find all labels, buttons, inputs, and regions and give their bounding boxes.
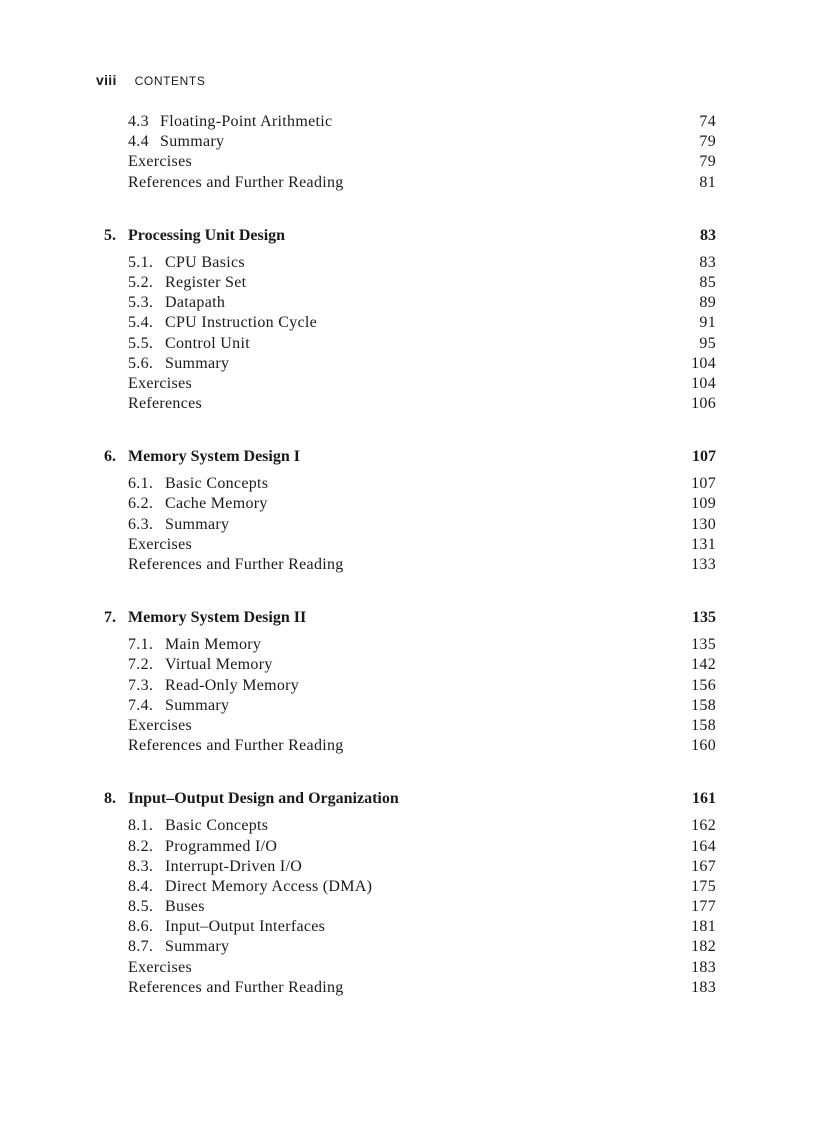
section-title: Read-Only Memory <box>165 676 300 694</box>
toc-entry[interactable] <box>104 917 716 937</box>
toc-entry-label <box>128 112 332 132</box>
running-head-title: CONTENTS <box>134 74 206 88</box>
toc-entry-label <box>128 816 268 836</box>
chapter-label <box>104 444 300 470</box>
section-number: 8.6. <box>128 918 154 936</box>
toc-entry[interactable] <box>104 555 716 575</box>
toc-entry-label <box>128 273 246 293</box>
chapter-title: Memory System Design I <box>128 448 300 466</box>
toc-entry-label <box>128 374 192 394</box>
page-number: 177 <box>691 898 716 916</box>
chapter-label <box>104 605 306 631</box>
section-title: Control Unit <box>165 334 250 352</box>
section-number: 7.1. <box>128 636 154 654</box>
section-title: Direct Memory Access (DMA) <box>165 877 373 895</box>
section-title: Buses <box>165 898 205 916</box>
toc-entry[interactable] <box>104 897 716 917</box>
section-number: 5.1. <box>128 253 154 271</box>
page-number: 183 <box>691 978 716 996</box>
section-number: 6.2. <box>128 495 154 513</box>
chapter-title: Memory System Design II <box>128 609 307 627</box>
section-title: Cache Memory <box>165 495 268 513</box>
toc-entry[interactable] <box>104 857 716 877</box>
section-number: 8.1. <box>128 817 154 835</box>
toc-entry-label <box>128 837 277 857</box>
page-number: 83 <box>699 253 716 271</box>
page-number: 95 <box>699 334 716 352</box>
page-number: 162 <box>691 817 716 835</box>
chapter-block <box>104 786 716 998</box>
section-number: 5.3. <box>128 294 154 312</box>
section-number: 5.2. <box>128 273 154 291</box>
toc-entry-label <box>128 313 317 333</box>
toc-entry-label <box>128 515 229 535</box>
toc-entry-label <box>128 334 250 354</box>
chapter-list <box>104 223 716 998</box>
toc-entry-label <box>128 132 224 152</box>
toc-entry[interactable] <box>104 132 716 152</box>
page-number: 131 <box>691 535 716 553</box>
section-title: CPU Instruction Cycle <box>165 314 318 332</box>
section-title: Exercises <box>128 535 193 553</box>
section-number: 7.3. <box>128 676 154 694</box>
section-title: References <box>128 395 203 413</box>
chapter-title: Input–Output Design and Organization <box>128 790 399 808</box>
toc-entry[interactable] <box>104 293 716 313</box>
chapter-number: 5. <box>104 226 116 244</box>
section-number: 7.2. <box>128 656 154 674</box>
section-title: References and Further Reading <box>128 737 344 755</box>
toc-entry-label <box>128 897 205 917</box>
page-folio: viii <box>96 72 117 88</box>
toc-entry[interactable] <box>104 696 716 716</box>
toc-entry-label <box>128 696 229 716</box>
toc-entry-label <box>128 937 229 957</box>
toc-entry[interactable] <box>104 253 716 273</box>
toc-entry-label <box>128 494 268 514</box>
toc-entry[interactable] <box>104 112 716 132</box>
toc-entry[interactable] <box>104 313 716 333</box>
page-number: 181 <box>691 918 716 936</box>
toc-entry[interactable] <box>104 515 716 535</box>
page-number: 79 <box>699 133 716 151</box>
page-number: 79 <box>699 153 716 171</box>
chapter-page-number: 135 <box>692 609 716 627</box>
toc-entry[interactable] <box>104 877 716 897</box>
running-head <box>96 72 205 94</box>
chapter-heading[interactable] <box>104 444 716 470</box>
page-number: 107 <box>691 475 716 493</box>
page-number: 104 <box>691 374 716 392</box>
continued-section <box>104 112 716 193</box>
section-title: Datapath <box>165 294 226 312</box>
toc-entry-label <box>128 978 344 998</box>
chapter-heading[interactable] <box>104 786 716 812</box>
section-number: 6.3. <box>128 515 154 533</box>
section-title: Programmed I/O <box>165 837 278 855</box>
section-title: Exercises <box>128 374 193 392</box>
section-title: References and Further Reading <box>128 173 344 191</box>
section-title: Basic Concepts <box>165 817 269 835</box>
toc-entry-label <box>128 394 202 414</box>
toc-entry[interactable] <box>104 716 716 736</box>
section-number: 8.4. <box>128 877 154 895</box>
section-number: 5.5. <box>128 334 154 352</box>
toc-entry-label <box>128 676 299 696</box>
section-title: Summary <box>160 133 225 151</box>
toc-entry[interactable] <box>104 535 716 555</box>
page-number: 167 <box>691 857 716 875</box>
toc-entry[interactable] <box>104 676 716 696</box>
chapter-heading[interactable] <box>104 605 716 631</box>
section-title: Main Memory <box>165 636 262 654</box>
toc-entry-label <box>128 555 344 575</box>
toc-entry-label <box>128 736 344 756</box>
section-number: 5.4. <box>128 314 154 332</box>
toc-entry[interactable] <box>104 655 716 675</box>
page-number: 135 <box>691 636 716 654</box>
chapter-page-number: 161 <box>692 790 716 808</box>
chapter-block <box>104 223 716 415</box>
toc-entry[interactable] <box>104 273 716 293</box>
toc-entry-label <box>128 857 302 877</box>
section-title: References and Further Reading <box>128 978 344 996</box>
chapter-title: Processing Unit Design <box>128 226 286 244</box>
toc-entry[interactable] <box>104 152 716 172</box>
toc-entry[interactable] <box>104 394 716 414</box>
page-number: 158 <box>691 716 716 734</box>
page-number: 156 <box>691 676 716 694</box>
toc-entry-label <box>128 716 192 736</box>
chapter-number: 7. <box>104 609 116 627</box>
chapter-block <box>104 444 716 575</box>
toc-entry[interactable] <box>104 354 716 374</box>
section-title: Virtual Memory <box>165 656 273 674</box>
page-number: 81 <box>699 173 716 191</box>
toc-entry-label <box>128 917 325 937</box>
toc-entry[interactable] <box>104 816 716 836</box>
toc-entry[interactable] <box>104 635 716 655</box>
toc-entry-label <box>128 655 273 675</box>
page-number: 160 <box>691 737 716 755</box>
chapter-label <box>104 223 285 249</box>
toc-entry[interactable] <box>104 173 716 193</box>
section-title: Exercises <box>128 958 193 976</box>
toc-entry[interactable] <box>104 937 716 957</box>
page-number: 133 <box>691 556 716 573</box>
toc-entry[interactable] <box>104 494 716 514</box>
page-number: 89 <box>699 294 716 312</box>
section-title: CPU Basics <box>165 253 245 271</box>
chapter-page-number: 83 <box>700 226 716 244</box>
toc-entry-label <box>128 535 192 555</box>
toc-entry-label <box>128 958 192 978</box>
section-number: 8.5. <box>128 898 154 916</box>
chapter-block <box>104 605 716 756</box>
page-number: 74 <box>699 113 716 130</box>
section-number: 4.4 <box>128 133 149 151</box>
page-number: 182 <box>691 938 716 956</box>
section-title: Basic Concepts <box>165 475 269 493</box>
section-number: 8.3. <box>128 857 154 875</box>
section-number: 4.3 <box>128 113 149 130</box>
toc-entry[interactable] <box>104 374 716 394</box>
section-number: 8.7. <box>128 938 154 956</box>
toc-entry[interactable] <box>104 837 716 857</box>
page-number: 91 <box>699 314 716 332</box>
page-number: 142 <box>691 656 716 674</box>
page-number: 164 <box>691 837 716 855</box>
toc-entry[interactable] <box>104 978 716 998</box>
section-title: Summary <box>165 938 230 956</box>
section-number: 8.2. <box>128 837 154 855</box>
toc-entry[interactable] <box>104 474 716 494</box>
chapter-number: 6. <box>104 448 116 466</box>
section-number: 5.6. <box>128 354 154 372</box>
page-number: 183 <box>691 958 716 976</box>
page-number: 106 <box>691 395 716 413</box>
section-number: 6.1. <box>128 475 154 493</box>
toc-entry-label <box>128 293 225 313</box>
page-number: 104 <box>691 354 716 372</box>
toc-entry-label <box>128 877 372 897</box>
section-title: Summary <box>165 696 230 714</box>
toc-entry-label <box>128 152 192 172</box>
page-number: 130 <box>691 515 716 533</box>
chapter-page-number: 107 <box>692 448 716 466</box>
section-title: Summary <box>165 354 230 372</box>
table-of-contents <box>104 112 716 998</box>
toc-entry[interactable] <box>104 334 716 354</box>
page-number: 85 <box>699 273 716 291</box>
section-title: Interrupt-Driven I/O <box>165 857 303 875</box>
section-title: Register Set <box>165 273 247 291</box>
section-title: Exercises <box>128 716 193 734</box>
chapter-heading[interactable] <box>104 223 716 249</box>
page-number: 158 <box>691 696 716 714</box>
page-number: 175 <box>691 877 716 895</box>
section-title: References and Further Reading <box>128 556 344 573</box>
section-title: Input–Output Interfaces <box>165 918 326 936</box>
section-number: 7.4. <box>128 696 154 714</box>
toc-entry-label <box>128 354 229 374</box>
section-title: Summary <box>165 515 230 533</box>
toc-entry-label <box>128 474 268 494</box>
page-number: 109 <box>691 495 716 513</box>
chapter-label <box>104 786 399 812</box>
section-title: Floating-Point Arithmetic <box>160 113 333 130</box>
toc-entry-label <box>128 173 344 193</box>
toc-entry-label <box>128 635 261 655</box>
chapter-number: 8. <box>104 790 116 808</box>
section-title: Exercises <box>128 153 193 171</box>
toc-entry-label <box>128 253 245 273</box>
toc-entry[interactable] <box>104 736 716 756</box>
toc-entry[interactable] <box>104 958 716 978</box>
